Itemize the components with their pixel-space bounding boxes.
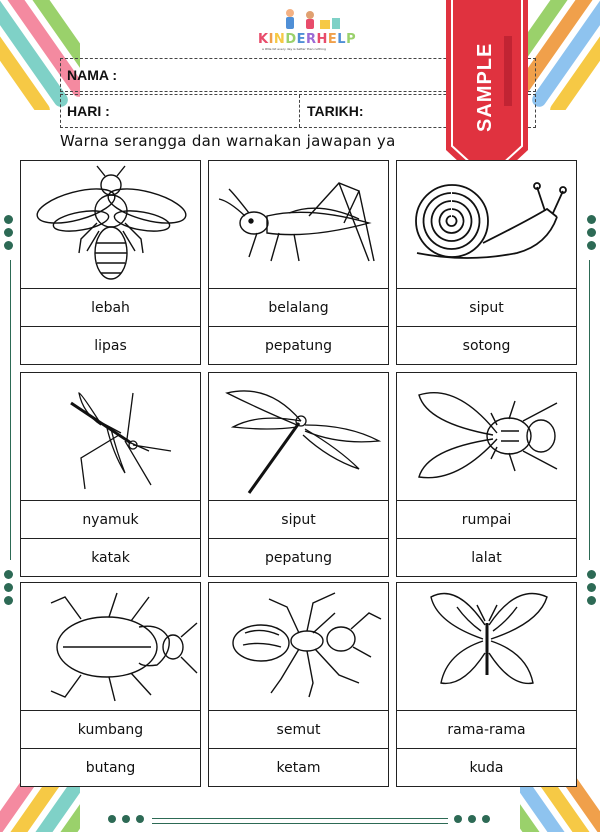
kids-icon xyxy=(258,6,368,34)
card-3-picture xyxy=(397,161,576,289)
card-9 xyxy=(396,582,577,787)
card-3-option-a[interactable]: siput xyxy=(397,290,576,327)
card-5 xyxy=(208,372,389,577)
kinderhelp-logo xyxy=(258,6,368,52)
card-7-picture xyxy=(21,583,200,711)
nama-label: NAMA : xyxy=(67,67,118,83)
dragonfly-icon xyxy=(209,373,390,501)
card-9-option-b[interactable]: kuda xyxy=(469,760,504,776)
card-4-option-b[interactable]: katak xyxy=(91,550,130,566)
card-4 xyxy=(20,372,201,577)
card-7-option-b[interactable]: butang xyxy=(85,760,136,776)
card-8-option-b[interactable]: ketam xyxy=(276,760,321,776)
butterfly-icon xyxy=(397,583,578,711)
logo-tagline: a little bit every day is better than nothing xyxy=(262,47,326,51)
sample-label: SAMPLE xyxy=(474,42,496,132)
card-5-option-b[interactable]: pepatung xyxy=(264,550,333,566)
card-4-picture xyxy=(21,373,200,501)
card-6 xyxy=(396,372,577,577)
card-7 xyxy=(20,582,201,787)
card-1-picture xyxy=(21,161,200,289)
grasshopper-icon xyxy=(209,161,390,289)
ribbon-mini-bar xyxy=(504,36,512,106)
hari-label: HARI : xyxy=(67,103,110,119)
card-8 xyxy=(208,582,389,787)
beetle-icon xyxy=(21,583,202,711)
bee-icon xyxy=(21,161,202,289)
card-9-picture xyxy=(397,583,576,711)
card-1-option-a[interactable]: lebah xyxy=(21,290,200,327)
card-3-option-b[interactable]: sotong xyxy=(462,338,511,354)
card-8-option-a[interactable]: semut xyxy=(209,712,388,749)
mosquito-icon xyxy=(21,373,202,501)
left-side-line xyxy=(10,260,11,560)
card-8-picture xyxy=(209,583,388,711)
card-2-option-a[interactable]: belalang xyxy=(209,290,388,327)
card-4-option-a[interactable]: nyamuk xyxy=(21,502,200,539)
right-side-line xyxy=(589,260,590,560)
card-7-option-a[interactable]: kumbang xyxy=(21,712,200,749)
card-5-picture xyxy=(209,373,388,501)
card-6-option-a[interactable]: rumpai xyxy=(397,502,576,539)
card-5-option-a[interactable]: siput xyxy=(209,502,388,539)
card-9-option-a[interactable]: rama-rama xyxy=(397,712,576,749)
card-3 xyxy=(396,160,577,365)
ant-icon xyxy=(209,583,390,711)
snail-icon xyxy=(397,161,578,289)
tarikh-label: TARIKH: xyxy=(307,103,364,119)
fly-icon xyxy=(397,373,578,501)
card-2-option-b[interactable]: pepatung xyxy=(264,338,333,354)
instruction-text: Warna serangga dan warnakan jawapan ya xyxy=(60,132,396,150)
card-1 xyxy=(20,160,201,365)
card-6-picture xyxy=(397,373,576,501)
logo-brand: KINDERHELP xyxy=(258,32,357,47)
card-1-option-b[interactable]: lipas xyxy=(94,338,127,354)
card-6-option-b[interactable]: lalat xyxy=(471,550,502,566)
card-2 xyxy=(208,160,389,365)
card-2-picture xyxy=(209,161,388,289)
